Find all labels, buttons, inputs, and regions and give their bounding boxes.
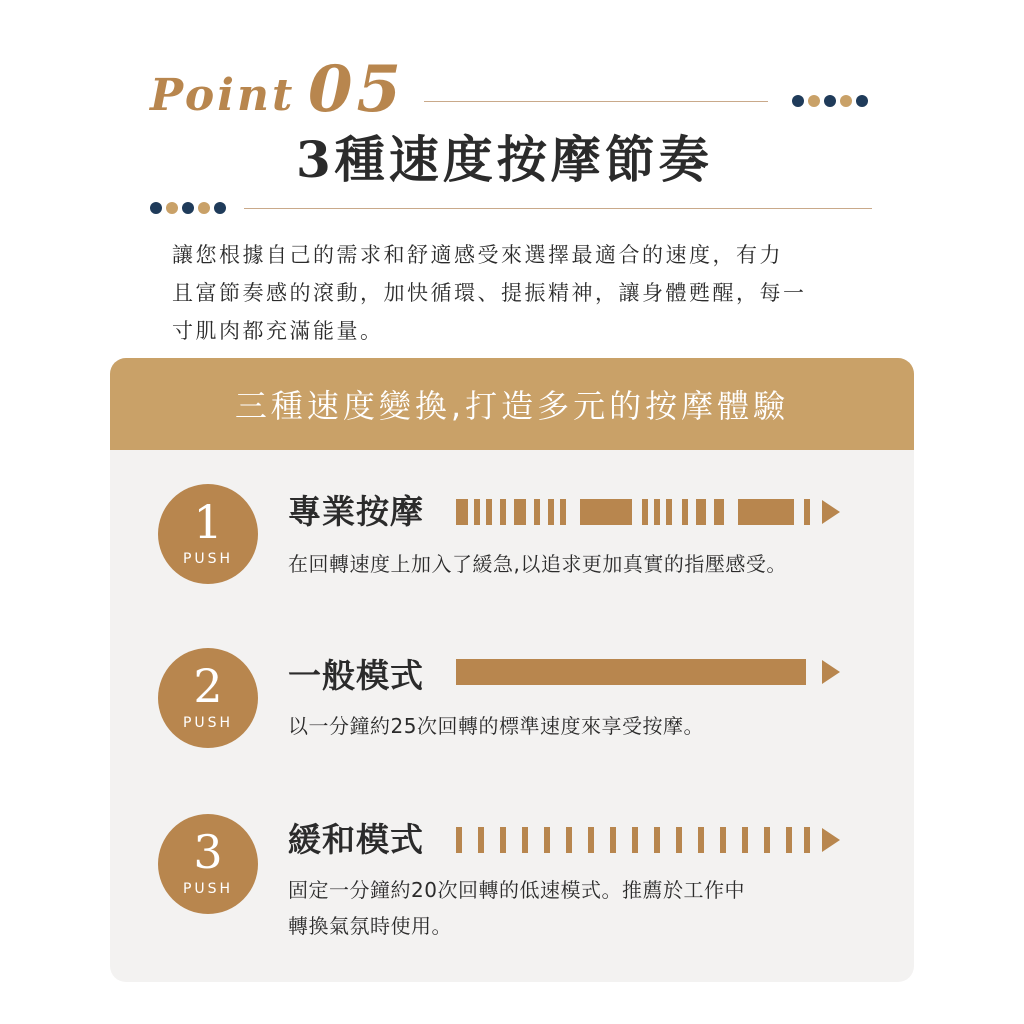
intro-line: 寸肌肉都充滿能量。 [172, 319, 384, 343]
speed-bar-segment [666, 499, 672, 525]
speed-bar-segment [566, 827, 572, 853]
point-number: 05 [308, 52, 406, 127]
description-line: 轉換氣氛時使用。 [288, 914, 452, 938]
speed-bar-segment [500, 827, 506, 853]
speed-bar-segment [698, 827, 704, 853]
description-line: 在回轉速度上加入了緩急,以追求更加真實的指壓感受。 [288, 552, 787, 576]
dot-icon [182, 202, 194, 214]
speed-bar-segment [654, 827, 660, 853]
mode-1-description [288, 546, 888, 582]
speed-bar-segment [474, 499, 480, 525]
mode-number: 3 [193, 825, 223, 879]
intro-line: 且富節奏感的滾動，加快循環、提振精神，讓身體甦醒，每一 [172, 281, 807, 305]
mode-2-speed-bar [456, 659, 846, 685]
speed-bar-segment [478, 827, 484, 853]
speed-bar-segment [588, 827, 594, 853]
mode-1-title: 專業按摩 [288, 492, 424, 531]
card-title: 三種速度變換,打造多元的按摩體驗 [110, 358, 914, 450]
dot-icon [856, 95, 868, 107]
speed-bar-segment [456, 659, 806, 685]
mode-1-push-button [158, 484, 258, 584]
speed-bar-segment [500, 499, 506, 525]
speed-bar-segment [682, 499, 688, 525]
speed-bar-segment [696, 499, 706, 525]
speed-bar-segment [522, 827, 528, 853]
mode-3-speed-bar [456, 827, 846, 853]
dot-icon [824, 95, 836, 107]
speed-bar-segment [804, 499, 810, 525]
mode-number: 2 [193, 659, 223, 713]
speed-bar-segment [654, 499, 660, 525]
speed-bar-segment [514, 499, 526, 525]
speed-modes-card [110, 358, 914, 982]
dot-icon [808, 95, 820, 107]
speed-bar-segment [548, 499, 554, 525]
page-title: 3種速度按摩節奏 [296, 130, 713, 189]
mode-3-title: 緩和模式 [288, 820, 424, 859]
speed-bar-segment [580, 499, 632, 525]
speed-bar-segment [676, 827, 682, 853]
speed-bar-segment [534, 499, 540, 525]
dot-icon [840, 95, 852, 107]
speed-bar-segment [714, 499, 724, 525]
speed-bar-segment [804, 827, 810, 853]
description-line: 固定一分鐘約20次回轉的低速模式。推薦於工作中 [288, 878, 745, 902]
speed-bar-segment [456, 827, 462, 853]
speed-bar-segment [486, 499, 492, 525]
dot-icon [214, 202, 226, 214]
speed-bar-segment [642, 499, 648, 525]
push-label: PUSH [182, 715, 234, 731]
dots-decoration-top [792, 95, 868, 107]
speed-bar-segment [738, 499, 794, 525]
divider-top [424, 101, 768, 102]
mode-number: 1 [193, 495, 223, 549]
arrow-right-icon [822, 500, 840, 524]
push-label: PUSH [182, 881, 234, 897]
dot-icon [166, 202, 178, 214]
mode-3-push-button [158, 814, 258, 914]
mode-3-description [288, 872, 888, 944]
speed-bar-segment [764, 827, 770, 853]
speed-bar-segment [544, 827, 550, 853]
speed-bar-segment [720, 827, 726, 853]
mode-1-speed-bar [456, 499, 846, 525]
push-label: PUSH [182, 551, 234, 567]
point-label: Point [150, 70, 296, 121]
divider-bottom [244, 208, 872, 209]
arrow-right-icon [822, 828, 840, 852]
mode-2-push-button [158, 648, 258, 748]
dot-icon [150, 202, 162, 214]
speed-bar-segment [610, 827, 616, 853]
mode-2-title: 一般模式 [288, 656, 424, 695]
mode-2-description [288, 708, 888, 744]
intro-text [172, 236, 862, 350]
description-line: 以一分鐘約25次回轉的標準速度來享受按摩。 [288, 714, 704, 738]
speed-bar-segment [560, 499, 566, 525]
intro-line: 讓您根據自己的需求和舒適感受來選擇最適合的速度，有力 [172, 243, 783, 267]
speed-bar-segment [742, 827, 748, 853]
speed-bar-segment [456, 499, 468, 525]
dots-decoration-bottom [150, 202, 226, 214]
arrow-right-icon [822, 660, 840, 684]
speed-bar-segment [786, 827, 792, 853]
speed-bar-segment [632, 827, 638, 853]
dot-icon [792, 95, 804, 107]
dot-icon [198, 202, 210, 214]
